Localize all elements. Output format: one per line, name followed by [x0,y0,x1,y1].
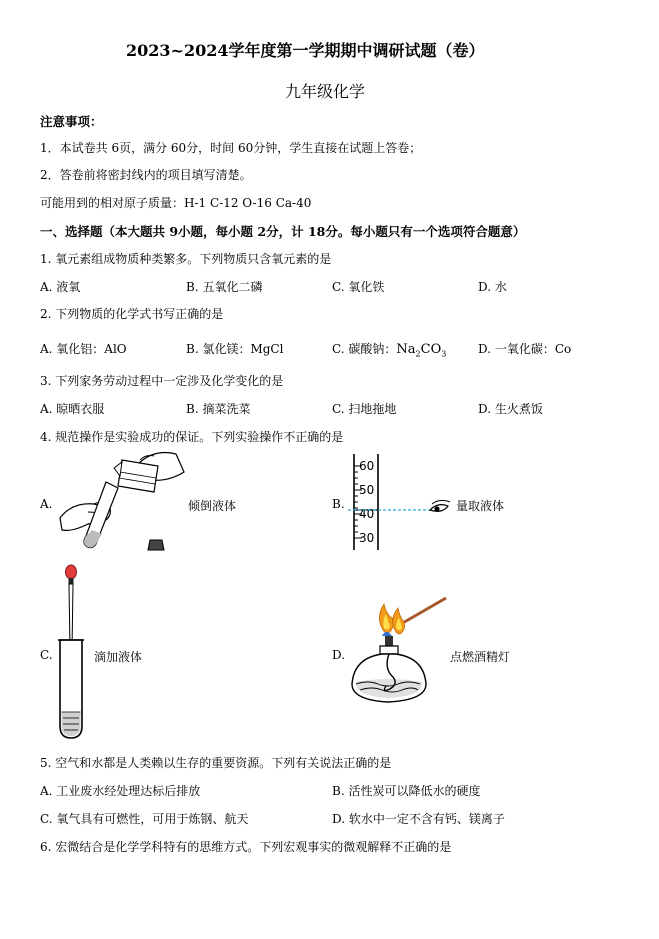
q3-option-d: D. 生火煮饭 [478,402,543,416]
exam-title: 2023~2024学年度第一学期期中调研试题（卷） [126,41,485,60]
q5-option-a: A. 工业废水经处理达标后排放 [40,784,201,798]
cylinder-tick-40: 40 [359,507,375,521]
question-stem-3: 3. 下列家务劳动过程中一定涉及化学变化的是 [40,374,284,388]
q1-option-c: C. 氧化铁 [332,280,385,294]
caption-pouring-liquid: 倾倒液体 [188,499,237,513]
q2-option-c [332,340,446,359]
caption-lighting-lamp: 点燃酒精灯 [450,650,511,664]
q2-option-d: D. 一氧化碳：Co [478,342,572,356]
q2-option-a: A. 氧化铝：AlO [40,342,127,356]
q4-option-a: A. [40,497,53,511]
question-stem-2: 2. 下列物质的化学式书写正确的是 [40,307,224,321]
q1-option-a: A. 液氧 [40,280,81,294]
pouring-liquid-illustration [58,446,188,556]
question-stem-1: 1. 氧元素组成物质种类繁多。下列物质只含氧元素的是 [40,252,332,266]
q2-option-b: B. 氯化镁：MgCl [186,342,284,356]
q4-option-d: D. [332,648,346,662]
alcohol-lamp-illustration [348,592,452,712]
sodium-carbonate-formula: $Na_2CO_3$ [396,342,447,359]
q5-option-b: B. 活性炭可以降低水的硬度 [332,784,481,798]
atomic-mass-line: 可能用到的相对原子质量：H-1 C-12 O-16 Ca-40 [40,196,312,210]
q1-option-b: B. 五氧化二磷 [186,280,263,294]
q4-option-c: C. [40,648,53,662]
question-stem-5: 5. 空气和水都是人类赖以生存的重要资源。下列有关说法正确的是 [40,756,392,770]
caption-measuring-liquid: 量取液体 [456,499,505,513]
note-item-1: 1．本试卷共 6页，满分 60分，时间 60分钟，学生直接在试题上答卷； [40,141,422,155]
caption-dropping-liquid: 滴加液体 [94,650,143,664]
cylinder-tick-60: 60 [359,459,375,473]
q4-option-b: B. [332,497,345,511]
exam-subtitle: 九年级化学 [285,82,366,101]
note-item-2: 2．答卷前将密封线内的项目填写清楚。 [40,168,252,182]
section-heading: 一、选择题（本大题共 9小题，每小题 2分，计 18分。每小题只有一个选项符合题意） [40,224,526,239]
question-stem-6: 6. 宏微结合是化学学科特有的思维方式。下列宏观事实的微观解释不正确的是 [40,840,452,854]
question-stem-4: 4. 规范操作是实验成功的保证。下列实验操作不正确的是 [40,430,344,444]
q3-option-a: A. 晾晒衣服 [40,402,105,416]
q5-option-d: D. 软水中一定不含有钙、镁离子 [332,812,505,826]
graduated-cylinder-illustration [348,452,458,552]
q3-option-b: B. 摘菜洗菜 [186,402,251,416]
cylinder-tick-30: 30 [359,531,375,545]
notes-heading: 注意事项： [40,114,103,129]
eye-icon [430,500,450,511]
q5-option-c: C. 氧气具有可燃性，可用于炼钢、航天 [40,812,249,826]
q2-option-c-label: C. 碳酸钠： [332,342,397,356]
q1-option-d: D. 水 [478,280,507,294]
cylinder-tick-50: 50 [359,483,375,497]
q3-option-c: C. 扫地拖地 [332,402,397,416]
dropper-illustration [55,562,95,740]
